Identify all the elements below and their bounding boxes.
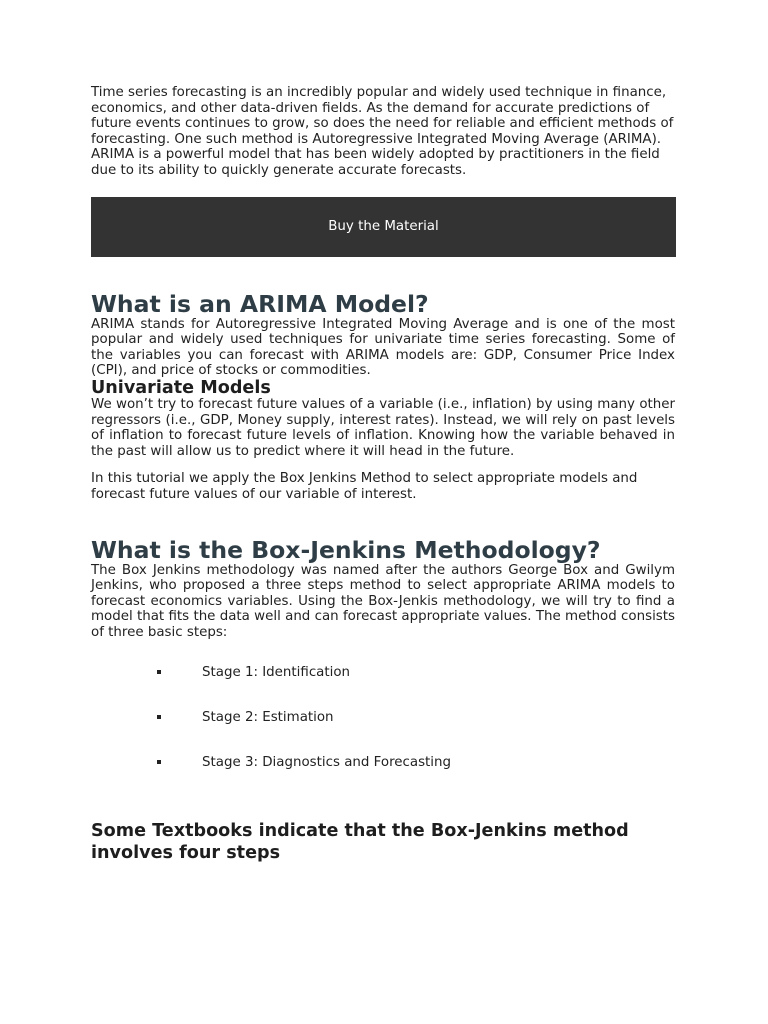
list-item bbox=[91, 664, 675, 709]
stage-label: Stage 1: Identification bbox=[202, 665, 351, 681]
square-bullet-icon bbox=[157, 760, 161, 764]
stage-label: Stage 2: Estimation bbox=[202, 710, 334, 726]
stage-label: Stage 3: Diagnostics and Forecasting bbox=[202, 755, 452, 771]
box-jenkins-paragraph: The Box Jenkins methodology was named after the authors George Box and Gwilym Jenkins, who proposed a three steps method to select appropriate ARIMA models to forecast economics variables. Using the Box-Jenkis methodology, we will try to find a model that fits the data well and can forecast appropriate values. The method consists of three basic steps: bbox=[91, 562, 675, 640]
intro-paragraph: Time series forecasting is an incredibly popular and widely used technique in finance, economics, and other data-driven fields. As the demand for accurate predictions of future events continues to grow, so does the need for reliable and efficient methods of forecasting. One such method is Autoregressive Integrated Moving Average (ARIMA). ARIMA is a powerful model that has been widely adopted by practitioners in the field due to its ability to quickly generate accurate forecasts. bbox=[91, 85, 674, 178]
arima-heading: What is an ARIMA Model? bbox=[91, 289, 429, 318]
four-steps-heading: Some Textbooks indicate that the Box-Jenkins method involves four steps bbox=[91, 821, 629, 864]
univariate-heading: Univariate Models bbox=[91, 377, 271, 398]
tutorial-paragraph: In this tutorial we apply the Box Jenkins Method to select appropriate models and forecast future values of our variable of interest. bbox=[91, 471, 638, 502]
buy-material-button[interactable]: Buy the Material bbox=[91, 197, 676, 257]
list-item bbox=[91, 709, 675, 754]
arima-paragraph: ARIMA stands for Autoregressive Integrated Moving Average and is one of the most popular and widely used techniques for univariate time series forecasting. Some of the variables you can forecast with ARIMA models are: GDP, Consumer Price Index (CPI), and price of stocks or commodities. bbox=[91, 316, 675, 379]
square-bullet-icon bbox=[157, 715, 161, 719]
box-jenkins-heading: What is the Box-Jenkins Methodology? bbox=[91, 535, 601, 564]
stages-list bbox=[91, 664, 675, 799]
document-page bbox=[91, 85, 675, 864]
list-item bbox=[91, 754, 675, 799]
univariate-paragraph: We won’t try to forecast future values of a variable (i.e., inflation) by using many other regressors (i.e., GDP, Money supply, interest rates). Instead, we will rely on past levels of inflation to forecast future levels of inflation. Knowing how the variable behaved in the past will allow us to predict where it will head in the future. bbox=[91, 396, 675, 459]
square-bullet-icon bbox=[157, 670, 161, 674]
